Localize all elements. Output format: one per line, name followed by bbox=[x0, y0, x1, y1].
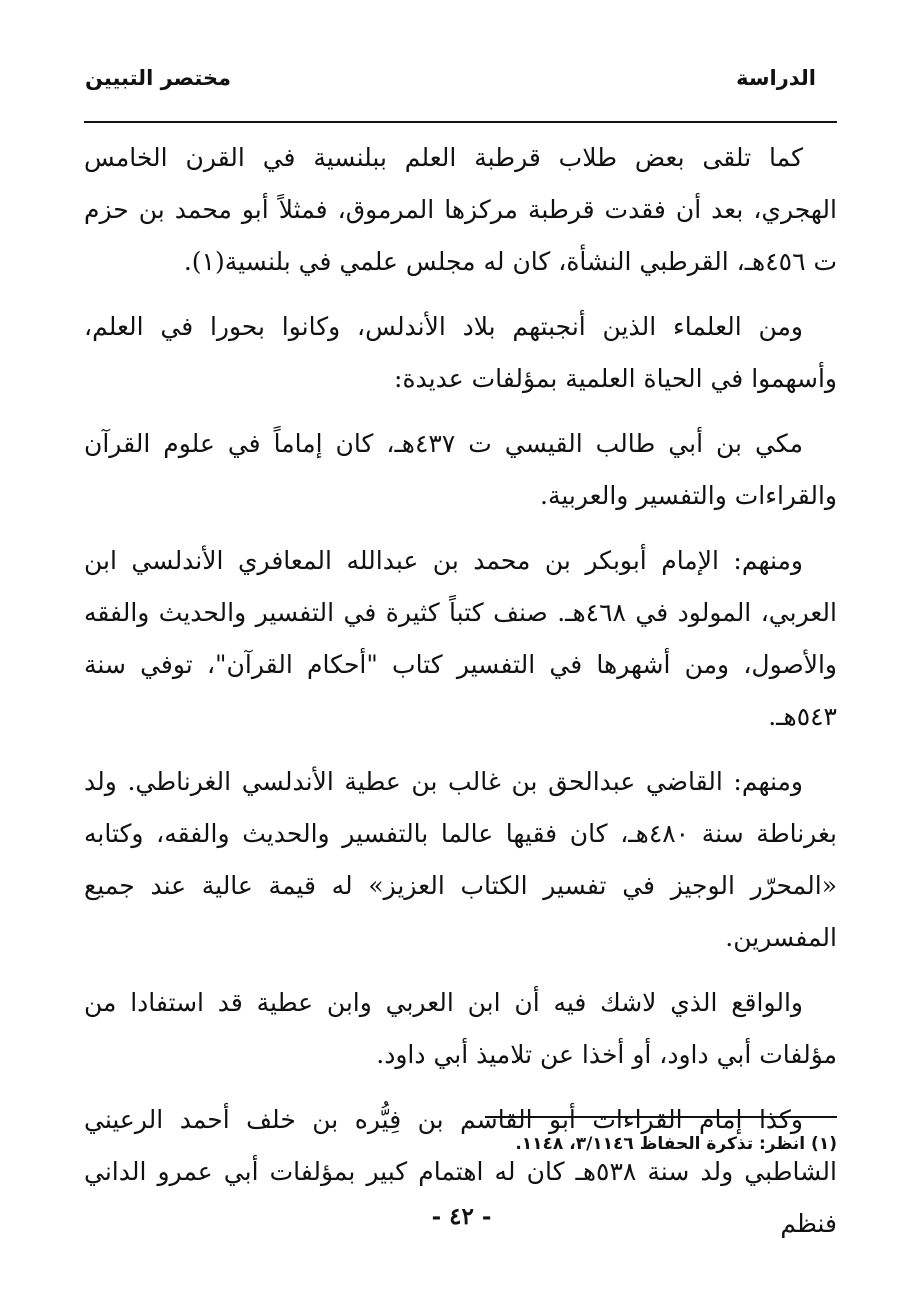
paragraph-5: ومنهم: القاضي عبدالحق بن غالب بن عطية الأندلسي الغرناطي. ولد بغرناطة سنة ٤٨٠هـ، كان فقيها عالما بالتفسير والحديث والفقه، وكتابه «المحرّر الوجيز في تفسير الكتاب العزيز» له قيمة عالية عند جميع المفسرين. bbox=[84, 767, 837, 952]
paragraph-3: مكي بن أبي طالب القيسي ت ٤٣٧هـ، كان إماماً في علوم القرآن والقراءات والتفسير والعربية. bbox=[84, 429, 837, 510]
page-number: - ٤٢ - bbox=[431, 1203, 492, 1230]
header-divider bbox=[84, 121, 837, 123]
paragraph-2: ومن العلماء الذين أنجبتهم بلاد الأندلس، وكانوا بحورا في العلم، وأسهموا في الحياة العلمية بمؤلفات عديدة: bbox=[84, 312, 837, 393]
paragraph-6: والواقع الذي لاشك فيه أن ابن العربي وابن عطية قد استفادا من مؤلفات أبي داود، أو أخذا عن تلاميذ أبي داود. bbox=[84, 988, 837, 1069]
footnote: (١) انظر: تذكرة الحفاظ ٣/١١٤٦، ١١٤٨. bbox=[515, 1134, 837, 1154]
paragraph-4: ومنهم: الإمام أبوبكر بن محمد بن عبدالله المعافري الأندلسي ابن العربي، المولود في ٤٦٨هـ. صنف كتباً كثيرة في التفسير والحديث والفقه والأصول، ومن أشهرها في التفسير كتاب "أحكام القرآن"، توفي سنة ٥٤٣هـ. bbox=[84, 546, 837, 731]
main-text bbox=[84, 132, 837, 1250]
running-header-book-title: مختصر التبيين bbox=[85, 66, 232, 90]
running-header-section: الدراسة bbox=[736, 66, 816, 90]
footnote-divider bbox=[485, 1116, 837, 1118]
paragraph-1: كما تلقى بعض طلاب قرطبة العلم ببلنسية في القرن الخامس الهجري، بعد أن فقدت قرطبة مركزها المرموق، فمثلاً أبو محمد بن حزم ت ٤٥٦هـ، القرطبي النشأة، كان له مجلس علمي في بلنسية(١). bbox=[84, 143, 837, 276]
paragraph-7: وكذا إمام القراءات أبو القاسم بن فِيُّره بن خلف أحمد الرعيني الشاطبي ولد سنة ٥٣٨هـ كان له اهتمام كبير بمؤلفات أبي عمرو الداني فنظم bbox=[84, 1105, 837, 1238]
